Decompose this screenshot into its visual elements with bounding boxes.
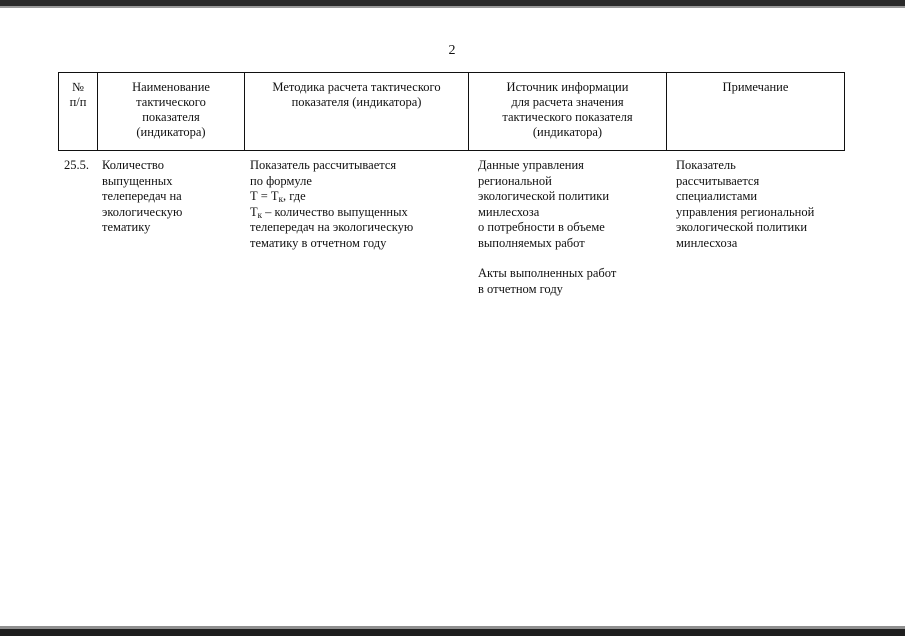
note-line: Показатель (676, 158, 736, 172)
name-line: Количество (102, 158, 164, 172)
row-information-source (478, 158, 668, 297)
note-line: экологической политики (676, 220, 808, 234)
formula-line: $Т = Т_к$, где (250, 189, 306, 204)
method-line: Показатель рассчитывается (250, 158, 397, 172)
header-cell-method: Методика расчета тактического показателя (индикатора) (244, 73, 468, 150)
source-line: Акты выполненных работ (478, 266, 617, 280)
note-line: специалистами (676, 189, 758, 203)
source-line: минлесхоза (478, 204, 540, 219)
name-line: выпущенных (102, 173, 173, 188)
scan-edge-bottom (0, 629, 905, 636)
name-line: экологическую (102, 204, 183, 219)
note-line: минлесхоза (676, 235, 738, 250)
row-note (676, 158, 856, 251)
name-line: телепередач на (102, 189, 182, 203)
paragraph-gap (478, 251, 668, 266)
header-cell-note: Примечание (666, 73, 844, 150)
page-number: 2 (448, 43, 456, 58)
row-calculation-method (250, 158, 470, 251)
header-cell-number: № п/п (69, 80, 87, 109)
table-header (58, 72, 845, 151)
scan-edge-top-shadow (0, 6, 905, 8)
row-indicator-name (102, 158, 242, 236)
method-line: по формуле (250, 173, 312, 188)
method-line: телепередач на экологическую (250, 220, 414, 234)
note-line: рассчитывается (676, 173, 760, 188)
source-line: региональной (478, 173, 552, 188)
header-cell-source: Источник информации для расчета значения тактического показателя (индикатора) (468, 73, 666, 150)
source-line: экологической политики (478, 189, 610, 203)
note-line: управления региональной (676, 204, 815, 219)
method-line: тематику в отчетном году (250, 235, 387, 250)
source-line: о потребности в объеме (478, 220, 605, 234)
source-line: Данные управления (478, 158, 584, 172)
header-cell-name: Наименование тактического показателя (индикатора) (97, 73, 244, 150)
source-line: в отчетном году (478, 281, 563, 296)
row-number: 25.5. (64, 158, 89, 172)
definition-line: $Т_к$ – количество выпущенных (250, 204, 408, 220)
source-line: выполняемых работ (478, 235, 585, 250)
name-line: тематику (102, 220, 151, 234)
